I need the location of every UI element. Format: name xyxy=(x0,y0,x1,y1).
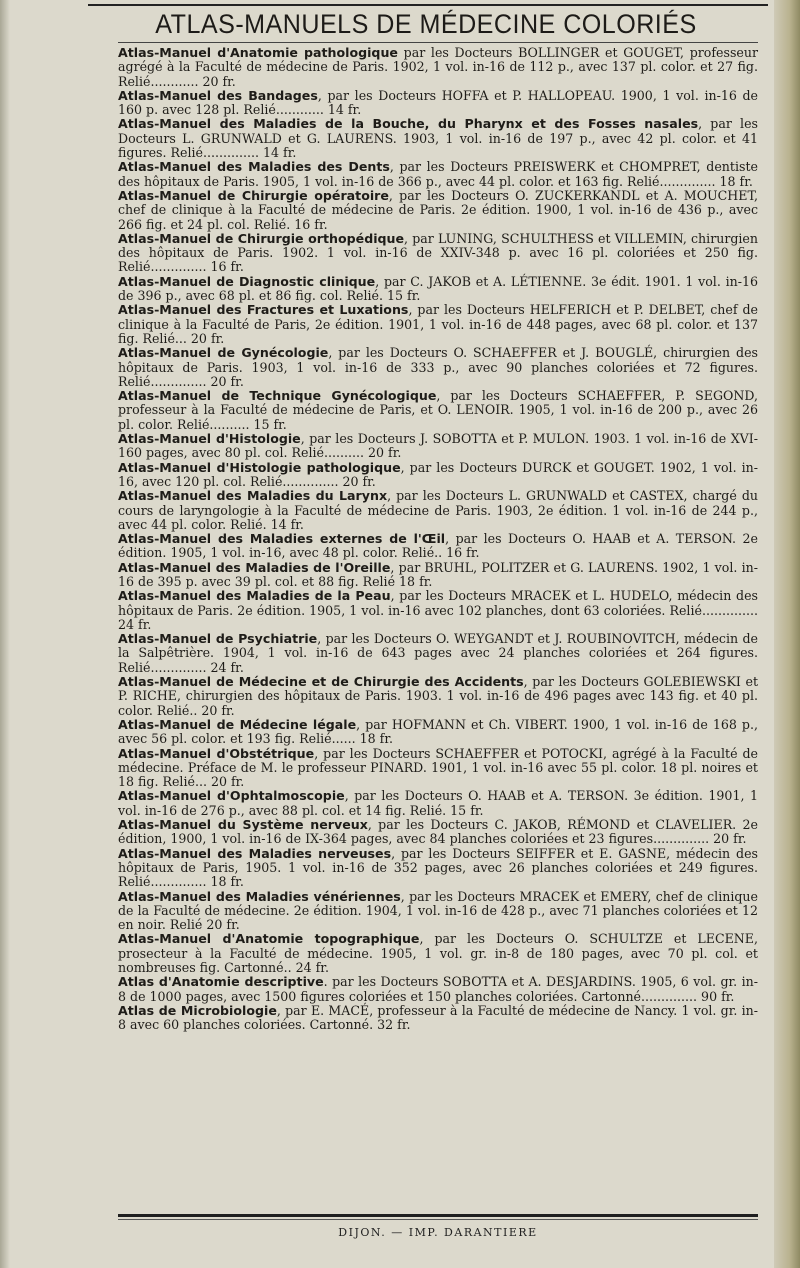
catalogue-entry xyxy=(118,389,758,432)
entry-description: , par les Docteurs SEIFFER et E. GASNE, médecin des hôpitaux de Paris, 1905. 1 vol. in-16 de 352 pages, avec 26 planches coloriées et 249 figures. Relié.............. 18 fr. xyxy=(118,845,758,890)
entry-description: , par BRUHL, POLITZER et G. LAURENS. 1902, 1 vol. in-16 de 395 p. avec 39 pl. col. et 88 fig. Relié 18 fr. xyxy=(118,559,758,589)
entry-title: Atlas-Manuel des Maladies externes de l'Œil xyxy=(118,531,446,547)
footer-rule xyxy=(118,1214,758,1217)
entry-description: , par les Docteurs HELFERICH et P. DELBET, chef de clinique à la Faculté de Paris, 2e édition. 1901, 1 vol. in-16 de 448 pages, avec 68 pl. color. et 137 fig. Relié... 20 fr. xyxy=(118,302,759,346)
entry-description: , par les Docteurs J. SOBOTTA et P. MULON. 1903. 1 vol. in-16 de XVI-160 pages, avec 80 pl. col. Relié.......... 20 fr. xyxy=(118,431,758,461)
catalogue-entry xyxy=(118,489,758,532)
entry-list xyxy=(118,46,758,1032)
entry-description: , par les Docteurs SCHAEFFER, P. SEGOND, professeur à la Faculté de médecine de Paris, et O. LENOIR. 1905, 1 vol. in-16 de 200 p., avec 26 pl. color. Relié.......... 15 fr. xyxy=(118,388,758,432)
entry-description: , par les Docteurs O. SCHAEFFER et J. BOUGLÉ, chirurgien des hôpitaux de Paris. 1903, 1 vol. in-16 de 333 p., avec 90 planches coloriées et 72 figures. Relié.............. 20 fr. xyxy=(118,345,758,389)
catalogue-entry xyxy=(118,46,758,89)
footer-rule-thin xyxy=(118,1219,758,1220)
catalogue-entry xyxy=(118,789,758,818)
entry-description: , par les Docteurs O. ZUCKERKANDL et A. MOUCHET, chef de clinique à la Faculté de médecine de Paris. 2e édition. 1900, 1 vol. in-16 de 436 p., avec 266 fig. et 24 pl. col. Relié. 16 fr. xyxy=(118,187,758,232)
catalogue-entry xyxy=(118,932,758,975)
entry-title: Atlas-Manuel d'Anatomie topographique xyxy=(118,931,420,947)
entry-title: Atlas-Manuel de Diagnostic clinique xyxy=(118,273,376,289)
heading-rule xyxy=(118,42,758,43)
catalogue-entry xyxy=(118,532,758,561)
catalogue-entry xyxy=(118,890,758,933)
entry-description: , par les Docteurs MRACEK et L. HUDELO, médecin des hôpitaux de Paris. 2e édition. 1905, 1 vol. in-16 avec 102 planches, dont 63 coloriées. Relié.............. 24 fr. xyxy=(118,588,759,632)
entry-title: Atlas-Manuel des Fractures et Luxations xyxy=(118,302,409,318)
catalogue-entry xyxy=(118,275,758,304)
entry-title: Atlas-Manuel de Chirurgie orthopédique xyxy=(118,230,405,246)
entry-title: Atlas de Microbiologie xyxy=(118,1002,277,1018)
entry-title: Atlas-Manuel d'Ophtalmoscopie xyxy=(118,788,345,804)
entry-title: Atlas-Manuel d'Histologie xyxy=(118,431,301,447)
entry-description: , par les Docteurs L. GRUNWALD et G. LAURENS. 1903, 1 vol. in-16 de 197 p., avec 42 pl. color. et 41 figures. Relié.............. 14 fr. xyxy=(118,116,758,161)
entry-description: , par les Docteurs L. GRUNWALD et CASTEX, chargé du cours de laryngologie à la Faculté de médecine de Paris. 1903, 2e édition. 1 vol. in-16 de 244 p., avec 44 pl. color. Relié. 14 fr. xyxy=(118,488,758,532)
page-title: ATLAS-MANUELS DE MÉDECINE COLORIÉS xyxy=(155,9,697,39)
entry-description: , par les Docteurs MRACEK et EMERY, chef de clinique de la Faculté de médecine. 2e édition. 1904, 1 vol. in-16 de 428 p., avec 71 planches coloriées et 12 en noir. Relié 20 fr. xyxy=(118,888,758,933)
entry-title: Atlas-Manuel des Maladies nerveuses xyxy=(118,845,392,861)
entry-description: , par C. JAKOB et A. LÉTIENNE. 3e édit. 1901. 1 vol. in-16 de 396 p., avec 68 pl. et 86 fig. col. Relié. 15 fr. xyxy=(118,273,759,304)
catalogue-entry xyxy=(118,718,758,747)
entry-title: Atlas-Manuel des Maladies de l'Oreille xyxy=(118,559,391,575)
entry-title: Atlas-Manuel des Bandages xyxy=(118,87,318,103)
entry-title: Atlas-Manuel de Gynécologie xyxy=(118,345,329,361)
entry-title: Atlas-Manuel de Médecine et de Chirurgie des Accidents xyxy=(118,674,524,690)
entry-title: Atlas-Manuel de Chirurgie opératoire xyxy=(118,187,389,203)
page-edge-right xyxy=(774,0,800,1268)
entry-title: Atlas-Manuel des Maladies des Dents xyxy=(118,159,390,175)
catalogue-entry xyxy=(118,303,758,346)
catalogue-entry xyxy=(118,117,758,160)
entry-description: par les Docteurs BOLLINGER et GOUGET, professeur agrégé à la Faculté de médecine de Paris. 1902, 1 vol. in-16 de 112 p., avec 137 pl. color. et 27 fig. Relié............ 20 fr. xyxy=(118,45,758,89)
entry-title: Atlas-Manuel des Maladies vénériennes xyxy=(118,888,401,904)
catalogue-entry xyxy=(118,232,758,275)
catalogue-entry xyxy=(118,818,758,847)
printer-imprint: DIJON. — IMP. DARANTIERE xyxy=(338,1226,538,1239)
entry-title: Atlas-Manuel d'Anatomie pathologique xyxy=(118,45,398,60)
entry-title: Atlas-Manuel des Maladies de la Peau xyxy=(118,588,391,604)
entry-description: , par HOFMANN et Ch. VIBERT. 1900, 1 vol. in-16 de 168 p., avec 56 pl. color. et 193 fig. Relié...... 18 fr. xyxy=(118,716,759,747)
catalogue-entry xyxy=(118,975,758,1004)
entry-title: Atlas-Manuel du Système nerveux xyxy=(118,817,368,833)
entry-description: , par les Docteurs O. HAAB et A. TERSON. 2e édition. 1905, 1 vol. in-16, avec 48 pl. color. Relié.. 16 fr. xyxy=(118,531,758,561)
catalogue-entry xyxy=(118,461,758,490)
catalogue-entry xyxy=(118,432,758,461)
entry-description: , par les Docteurs O. WEYGANDT et J. ROUBINOVITCH, médecin de la Salpêtrière. 1904, 1 vol. in-16 de 643 pages avec 24 planches coloriées et 264 figures. Relié.............. 24 fr. xyxy=(118,631,758,675)
catalogue-entry xyxy=(118,747,758,790)
entry-title: Atlas-Manuel d'Histologie pathologique xyxy=(118,459,401,475)
entry-title: Atlas d'Anatomie descriptive xyxy=(118,974,324,990)
catalogue-entry xyxy=(118,346,758,389)
entry-description: , par E. MACÉ, professeur à la Faculté de médecine de Nancy. 1 vol. gr. in-8 avec 60 planches coloriées. Cartonné. 32 fr. xyxy=(118,1002,758,1033)
catalogue-entry xyxy=(118,1004,758,1033)
entry-description: , par les Docteurs O. SCHULTZE et LECENE, prosecteur à la Faculté de médecine. 1905, 1 vol. gr. in-8 de 180 pages, avec 70 pl. col. et nombreuses fig. Cartonné.. 24 fr. xyxy=(118,931,758,975)
catalogue-entry xyxy=(118,561,758,590)
catalogue-entry xyxy=(118,632,758,675)
page-edge-left xyxy=(0,0,10,1268)
catalogue-entry xyxy=(118,89,758,118)
entry-description: , par les Docteurs O. HAAB et A. TERSON. 3e édition. 1901, 1 vol. in-16 de 276 p., avec 88 pl. col. et 14 fig. Relié. 15 fr. xyxy=(118,788,758,818)
entry-title: Atlas-Manuel des Maladies du Larynx xyxy=(118,488,388,504)
entry-description: . par les Docteurs SOBOTTA et A. DESJARDINS. 1905, 6 vol. gr. in-8 de 1000 pages, avec 1500 figures coloriées et 150 planches coloriées. Cartonné.............. 90 fr. xyxy=(118,974,759,1004)
entry-description: , par les Docteurs HOFFA et P. HALLOPEAU. 1900, 1 vol. in-16 de 160 p. avec 128 pl. Relié............ 14 fr. xyxy=(118,87,759,118)
entry-description: , par les Docteurs GOLEBIEWSKI et P. RICHE, chirurgien des hôpitaux de Paris. 1903. 1 vol. in-16 de 496 pages avec 143 fig. et 40 pl. color. Relié.. 20 fr. xyxy=(118,674,759,718)
entry-description: , par les Docteurs SCHAEFFER et POTOCKI, agrégé à la Faculté de médecine. Préface de M. le professeur PINARD. 1901, 1 vol. in-16 avec 55 pl. color. 18 pl. noires et 18 fig. Relié... 20 fr. xyxy=(118,745,758,790)
entry-description: , par les Docteurs DURCK et GOUGET. 1902, 1 vol. in-16, avec 120 pl. col. Relié.............. 20 fr. xyxy=(118,459,759,489)
catalogue-entry xyxy=(118,189,758,232)
entry-title: Atlas-Manuel d'Obstétrique xyxy=(118,745,315,761)
entry-title: Atlas-Manuel de Médecine légale xyxy=(118,716,357,732)
entry-title: Atlas-Manuel de Psychiatrie xyxy=(118,631,318,647)
entry-title: Atlas-Manuel de Technique Gynécologique xyxy=(118,388,437,404)
entry-title: Atlas-Manuel des Maladies de la Bouche, du Pharynx et des Fosses nasales xyxy=(118,116,699,132)
catalogue-entry xyxy=(118,589,758,632)
catalogue-entry xyxy=(118,847,758,890)
entry-description: , par les Docteurs C. JAKOB, RÉMOND et CLAVELIER. 2e édition, 1900, 1 vol. in-16 de IX-364 pages, avec 84 planches coloriées et 23 figures.............. 20 fr. xyxy=(118,817,758,847)
catalogue-entry xyxy=(118,160,758,189)
catalogue-entry xyxy=(118,675,758,718)
entry-description: , par les Docteurs PREISWERK et CHOMPRET, dentiste des hôpitaux de Paris. 1905, 1 vol. in-16 de 366 p., avec 44 pl. color. et 163 fig. Relié.............. 18 fr. xyxy=(118,159,758,189)
entry-description: , par LUNING, SCHULTHESS et VILLEMIN, chirurgien des hôpitaux de Paris. 1902. 1 vol. in-16 de XXIV-348 p. avec 16 pl. coloriées et 250 fig. Relié.............. 16 fr. xyxy=(118,230,758,275)
